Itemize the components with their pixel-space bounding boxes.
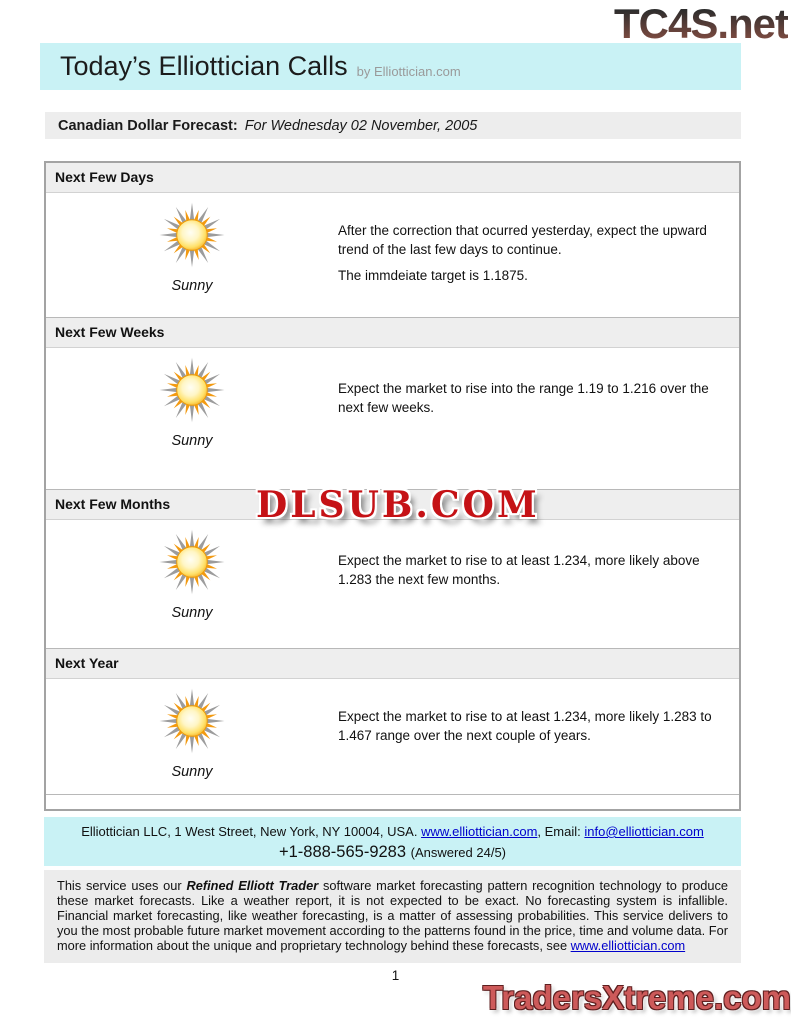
weather-icon-column	[46, 193, 338, 317]
page-title: Today’s Elliottician Calls	[60, 51, 348, 81]
page-number: 1	[391, 968, 400, 983]
forecast-subject-bar	[45, 112, 741, 139]
phone-number: +1-888-565-9283	[278, 843, 407, 861]
tradersxtreme-watermark: TradersXtreme.com	[482, 979, 791, 1016]
section-next-few-days	[46, 163, 739, 317]
contact-line	[44, 824, 741, 839]
forecast-line: Expect the market to rise to at least 1.234, more likely 1.283 to 1.467 range over the next couple of years.	[338, 709, 712, 743]
website-link[interactable]: www.elliottician.com	[421, 824, 538, 839]
weather-condition-label: Sunny	[171, 605, 213, 621]
section-title: Next Few Months	[46, 490, 739, 520]
weather-icon-column	[46, 679, 338, 794]
weather-condition-label: Sunny	[171, 764, 213, 780]
section-body	[46, 193, 739, 317]
contact-footer	[44, 817, 741, 866]
product-name: Refined Elliott Trader	[186, 878, 319, 893]
forecast-text	[338, 679, 739, 794]
section-title: Next Year	[46, 649, 739, 679]
weather-condition-label: Sunny	[171, 433, 213, 449]
company-address: Elliottician LLC, 1 West Street, New York, NY 10004, USA.	[81, 824, 418, 839]
section-next-few-weeks	[46, 317, 739, 489]
tc4s-watermark: TC4S.net	[613, 0, 788, 47]
email-link[interactable]: info@elliottician.com	[584, 824, 704, 839]
weather-condition-label: Sunny	[171, 278, 213, 294]
section-body	[46, 520, 739, 648]
disclaimer-body: software market forecasting pattern recognition technology to produce these market forecasts. Like a weather report, it is not expected to be exact. No forecasting system is infallible. Financial market forecasting, like weather forecasting, is a matter of assessing probabilities. This service delivers to you the most probable future market movement according to the patterns found in the price, time and volume data. For more information about the unique and proprietary technology behind these forecasts, see	[57, 878, 728, 953]
email-label: , Email:	[537, 824, 581, 839]
section-body	[46, 679, 739, 794]
section-next-year	[46, 648, 739, 794]
forecast-subject-label: Canadian Dollar Forecast:	[58, 117, 238, 134]
empty-bottom-row	[46, 794, 739, 808]
disclaimer-website-link[interactable]: www.elliottician.com	[570, 938, 686, 953]
sunny-icon	[155, 684, 229, 758]
phone-availability: (Answered 24/5)	[410, 845, 507, 860]
page-byline: by Elliottician.com	[356, 63, 461, 79]
sunny-icon	[155, 353, 229, 427]
disclaimer-text	[44, 870, 741, 963]
section-title: Next Few Days	[46, 163, 739, 193]
forecast-text	[338, 520, 739, 648]
forecast-line: After the correction that ocurred yesterday, expect the upward trend of the last few days to continue.	[338, 223, 707, 257]
forecast-line: Expect the market to rise into the range 1.19 to 1.216 over the next few weeks.	[338, 381, 709, 415]
forecast-text	[338, 193, 739, 317]
section-title: Next Few Weeks	[46, 318, 739, 348]
sunny-icon	[155, 198, 229, 272]
page-title-band	[40, 43, 741, 90]
weather-icon-column	[46, 348, 338, 489]
phone-line	[44, 843, 741, 862]
sunny-icon	[155, 525, 229, 599]
section-body	[46, 348, 739, 489]
forecast-date: For Wednesday 02 November, 2005	[244, 117, 478, 134]
forecast-text	[338, 348, 739, 489]
disclaimer-intro: This service uses our	[57, 878, 182, 893]
forecast-line: Expect the market to rise to at least 1.234, more likely above 1.283 the next few months.	[338, 553, 700, 587]
weather-icon-column	[46, 520, 338, 648]
forecast-line: The immdeiate target is 1.1875.	[338, 268, 528, 283]
dlsub-watermark: DLSUB.COM	[256, 484, 540, 526]
